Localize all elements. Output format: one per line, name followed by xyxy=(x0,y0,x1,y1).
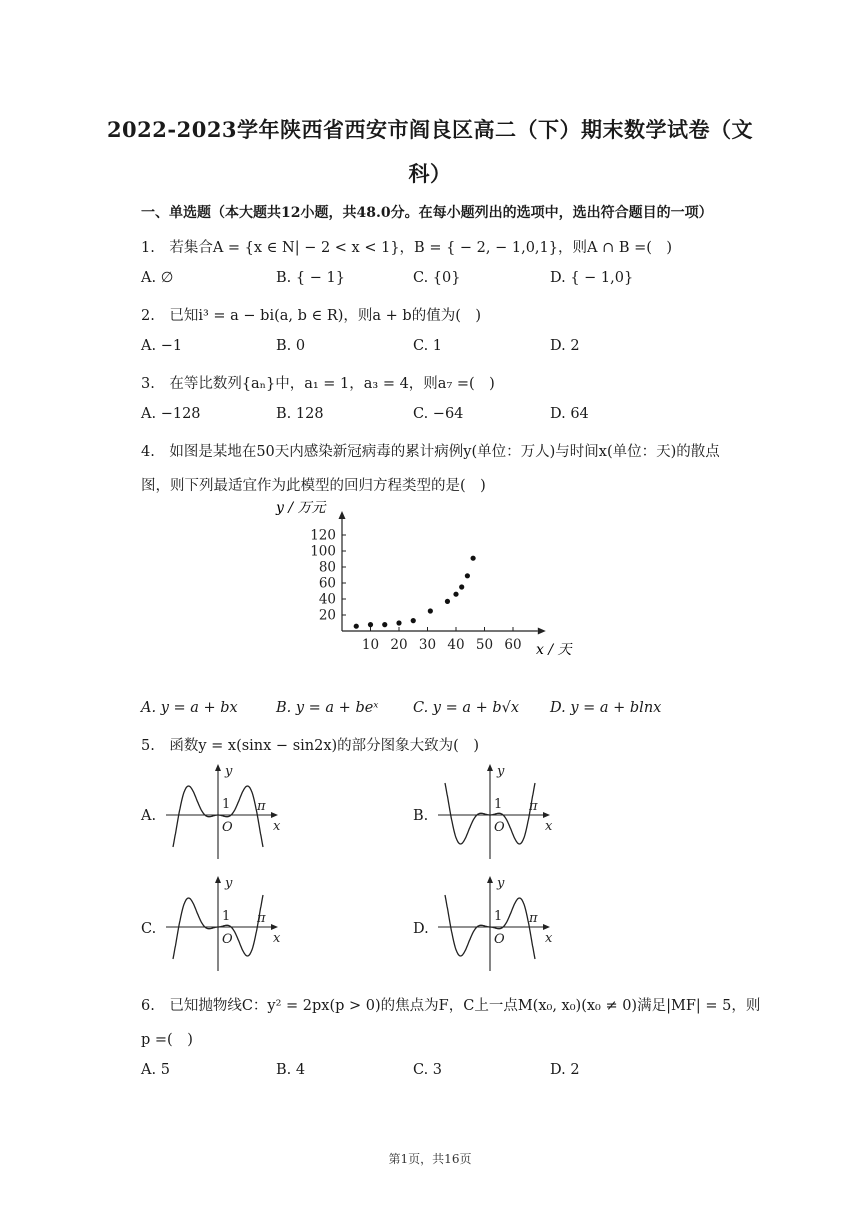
option-b: B. 0 xyxy=(276,338,306,354)
option-a: A. −128 xyxy=(141,406,201,422)
option-b: B. 4 xyxy=(276,1062,306,1078)
data-point xyxy=(428,608,433,613)
graph-one-label: 1 xyxy=(494,797,503,812)
option-a: A. ∅ xyxy=(141,270,174,286)
graph-pi-label: π xyxy=(529,911,538,926)
data-point xyxy=(459,584,464,589)
option-d: D. xyxy=(413,921,429,937)
graph-one-label: 1 xyxy=(494,909,503,924)
graph-origin-label: O xyxy=(222,820,233,835)
x-tick-label: 30 xyxy=(418,637,437,653)
question-4-line1: 4. 如图是某地在50天内感染新冠病毒的累计病例y(单位：万人)与时间x(单位：天)的散点 xyxy=(141,444,720,460)
option-b: B. y = a + beˣ xyxy=(276,700,379,716)
document-title-line1: 2022-2023学年陕西省西安市阎良区高二（下）期末数学试卷（文 xyxy=(106,117,754,142)
option-d: D. 64 xyxy=(550,406,589,422)
option-b: B. xyxy=(413,808,429,824)
y-tick-label: 80 xyxy=(318,559,336,576)
graph-y-label: y xyxy=(225,876,233,891)
option-b: B. { − 1} xyxy=(276,270,345,286)
graph-option-c xyxy=(160,874,290,974)
question-6-line2: p =( ) xyxy=(141,1032,193,1048)
option-c: C. xyxy=(141,921,157,937)
x-tick-label: 50 xyxy=(475,637,494,653)
page-footer: 第1页，共16页 xyxy=(388,1152,472,1166)
y-axis-arrow xyxy=(215,764,221,771)
y-tick-label: 40 xyxy=(318,591,336,608)
graph-y-label: y xyxy=(225,764,233,779)
x-axis-arrow xyxy=(543,812,550,818)
option-d: D. 2 xyxy=(550,1062,580,1078)
y-tick-label: 20 xyxy=(318,607,336,624)
y-axis-label: y / 万元 xyxy=(276,500,326,516)
y-axis-arrow xyxy=(487,764,493,771)
x-tick-label: 40 xyxy=(447,637,465,653)
x-tick-label: 60 xyxy=(504,637,522,653)
x-axis-arrow xyxy=(538,628,546,635)
x-axis-label: x / 天 xyxy=(536,642,572,658)
option-b: B. 128 xyxy=(276,406,324,422)
question-2: 2. 已知i³ = a − bi(a, b ∈ R)，则a + b的值为( ) xyxy=(141,308,482,324)
data-point xyxy=(471,556,476,561)
option-a: A. 5 xyxy=(141,1062,170,1078)
graph-y-label: y xyxy=(497,764,505,779)
option-d: D. 2 xyxy=(550,338,580,354)
scatter-chart xyxy=(270,494,590,664)
x-tick-label: 10 xyxy=(361,637,380,653)
data-point xyxy=(411,618,416,623)
question-5: 5. 函数y = x(sinx − sin2x)的部分图象大致为( ) xyxy=(141,738,479,754)
section-header: 一、单选题（本大题共12小题，共48.0分。在每小题列出的选项中，选出符合题目的一项） xyxy=(141,205,713,221)
graph-x-label: x xyxy=(545,931,553,946)
option-c: C. 3 xyxy=(413,1062,443,1078)
graph-x-label: x xyxy=(545,819,553,834)
question-3: 3. 在等比数列{aₙ}中，a₁ = 1，a₃ = 4，则a₇ =( ) xyxy=(141,376,495,392)
graph-origin-label: O xyxy=(222,932,233,947)
graph-pi-label: π xyxy=(529,799,538,814)
option-a: A. −1 xyxy=(141,338,183,354)
graph-one-label: 1 xyxy=(222,909,231,924)
question-1: 1. 若集合A = {x ∈ N| − 2 < x < 1}，B = { − 2, − 1,0,1}，则A ∩ B =( ) xyxy=(141,240,673,256)
graph-origin-label: O xyxy=(494,932,505,947)
graph-x-label: x xyxy=(273,931,281,946)
x-tick-label: 20 xyxy=(390,637,408,653)
y-tick-label: 60 xyxy=(318,575,336,592)
x-axis-arrow xyxy=(271,812,278,818)
y-tick-label: 100 xyxy=(310,543,336,560)
y-tick-label: 120 xyxy=(310,527,336,544)
data-point xyxy=(445,599,450,604)
data-point xyxy=(368,622,373,627)
option-c: C. y = a + b√x xyxy=(413,700,520,716)
option-c: C. {0} xyxy=(413,270,461,286)
option-a: A. xyxy=(141,808,157,824)
graph-pi-label: π xyxy=(257,799,266,814)
question-6-line1: 6. 已知抛物线C：y² = 2px(p > 0)的焦点为F，C上一点M(x₀, x₀)(x₀ ≠ 0)满足|MF| = 5，则 xyxy=(141,998,761,1014)
graph-pi-label: π xyxy=(257,911,266,926)
data-point xyxy=(354,624,359,629)
question-4-line2: 图，则下列最适宜作为此模型的回归方程类型的是( ) xyxy=(141,478,486,494)
data-point xyxy=(382,622,387,627)
data-point xyxy=(396,620,401,625)
option-c: C. 1 xyxy=(413,338,443,354)
graph-origin-label: O xyxy=(494,820,505,835)
graph-one-label: 1 xyxy=(222,797,231,812)
data-point xyxy=(465,573,470,578)
data-point xyxy=(453,592,458,597)
option-d: D. y = a + blnx xyxy=(550,700,662,716)
option-a: A. y = a + bx xyxy=(141,700,238,716)
y-axis-arrow xyxy=(487,876,493,883)
x-axis-arrow xyxy=(271,924,278,930)
graph-y-label: y xyxy=(497,876,505,891)
y-axis-arrow xyxy=(339,511,346,519)
document-title-line2: 科） xyxy=(408,161,452,186)
option-d: D. { − 1,0} xyxy=(550,270,634,286)
x-axis-arrow xyxy=(543,924,550,930)
graph-option-a xyxy=(160,762,290,862)
y-axis-arrow xyxy=(215,876,221,883)
graph-option-d xyxy=(432,874,562,974)
option-c: C. −64 xyxy=(413,406,464,422)
graph-x-label: x xyxy=(273,819,281,834)
graph-option-b xyxy=(432,762,562,862)
